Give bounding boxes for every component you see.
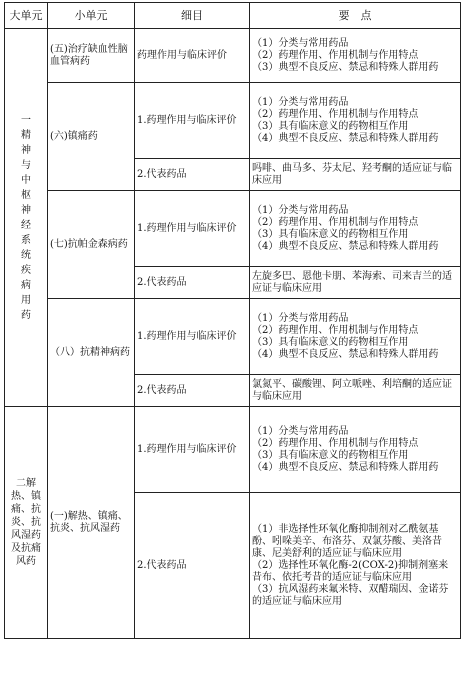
- big-unit-cell: [5, 407, 48, 639]
- detail-cell: 1.药理作用与临床评价: [135, 407, 250, 493]
- points-cell: 吗啡、曲马多、芬太尼、羟考酮的适应证与临床应用: [250, 159, 461, 191]
- point-line: （1）分类与常用药品: [252, 96, 349, 108]
- points-cell: 左旋多巴、恩他卡朋、苯海索、司来吉兰的适应证与临床应用: [250, 267, 461, 299]
- point-line: （3）具有临床意义的药物相互作用: [252, 336, 409, 348]
- point-line: （4）典型不良反应、禁忌和特殊人群用药: [252, 132, 439, 144]
- detail-cell: 2.代表药品: [135, 159, 250, 191]
- points-cell: [250, 299, 461, 375]
- table-row: [5, 29, 461, 83]
- point-line: （2）药理作用、作用机制与作用特点: [252, 216, 419, 228]
- detail-cell: 1.药理作用与临床评价: [135, 299, 250, 375]
- points-cell: [250, 191, 461, 267]
- table-row: [5, 191, 461, 267]
- detail-cell: 2.代表药品: [135, 375, 250, 407]
- table-row: [5, 407, 461, 493]
- points-cell: [250, 83, 461, 159]
- big-unit-label: 二解热、镇痛、抗炎、抗风湿药及抗痛风药: [11, 478, 41, 567]
- header-detail: 细目: [135, 3, 250, 29]
- point-line: （1）分类与常用药品: [252, 204, 349, 216]
- point-line: （4）典型不良反应、禁忌和特殊人群用药: [252, 461, 439, 473]
- table-row: [5, 83, 461, 159]
- point-line: （3）具有临床意义的药物相互作用: [252, 120, 409, 132]
- detail-cell: 1.药理作用与临床评价: [135, 83, 250, 159]
- big-unit-cell: [5, 29, 48, 407]
- header-points: 要 点: [250, 3, 461, 29]
- point-line: （1）分类与常用药品: [252, 37, 349, 49]
- detail-cell: 2.代表药品: [135, 267, 250, 299]
- big-unit-label: 一精神与中枢神经系统疾病用药: [21, 114, 31, 321]
- points-cell: [250, 407, 461, 493]
- header-row: [5, 3, 461, 29]
- header-big-unit: 大单元: [5, 3, 48, 29]
- detail-cell: 药理作用与临床评价: [135, 29, 250, 83]
- syllabus-table: [4, 2, 461, 639]
- header-small-unit: 小单元: [48, 3, 135, 29]
- point-line: （4）典型不良反应、禁忌和特殊人群用药: [252, 348, 439, 360]
- point-line: （2）药理作用、作用机制与作用特点: [252, 108, 419, 120]
- point-line: （2）药理作用、作用机制与作用特点: [252, 324, 419, 336]
- small-unit-cell: (一)解热、镇痛、抗炎、抗风湿药: [48, 407, 135, 639]
- point-line: （2）选择性环氧化酶-2(COX-2)抑制剂塞来昔布、依托考昔的适应证与临床应用: [252, 559, 449, 583]
- small-unit-cell: (七)抗帕金森病药: [48, 191, 135, 299]
- point-line: （3）典型不良反应、禁忌和特殊人群用药: [252, 61, 439, 73]
- detail-cell: 2.代表药品: [135, 493, 250, 639]
- point-line: （2）药理作用、作用机制与作用特点: [252, 437, 419, 449]
- points-cell: [250, 493, 461, 639]
- point-line: （4）典型不良反应、禁忌和特殊人群用药: [252, 240, 439, 252]
- points-cell: 氯氮平、碳酸锂、阿立哌唑、利培酮的适应证与临床应用: [250, 375, 461, 407]
- point-line: （3）抗风湿药来氟米特、双醋瑞因、金诺芬的适应证与临床应用: [252, 583, 449, 607]
- point-line: （3）具有临床意义的药物相互作用: [252, 449, 409, 461]
- small-unit-cell: (六)镇痛药: [48, 83, 135, 191]
- points-cell: [250, 29, 461, 83]
- table-row: [5, 299, 461, 375]
- point-line: （1）分类与常用药品: [252, 425, 349, 437]
- point-line: （2）药理作用、作用机制与作用特点: [252, 49, 419, 61]
- point-line: （3）具有临床意义的药物相互作用: [252, 228, 409, 240]
- point-line: （1）分类与常用药品: [252, 312, 349, 324]
- small-unit-cell: （八）抗精神病药: [48, 299, 135, 407]
- point-line: （1）非选择性环氧化酶抑制剂对乙酰氨基酚、吲哚美辛、布洛芬、双氯芬酸、美洛昔康、尼美舒利的适应证与临床应用: [252, 523, 442, 559]
- small-unit-cell: (五)治疗缺血性脑血管病药: [48, 29, 135, 83]
- detail-cell: 1.药理作用与临床评价: [135, 191, 250, 267]
